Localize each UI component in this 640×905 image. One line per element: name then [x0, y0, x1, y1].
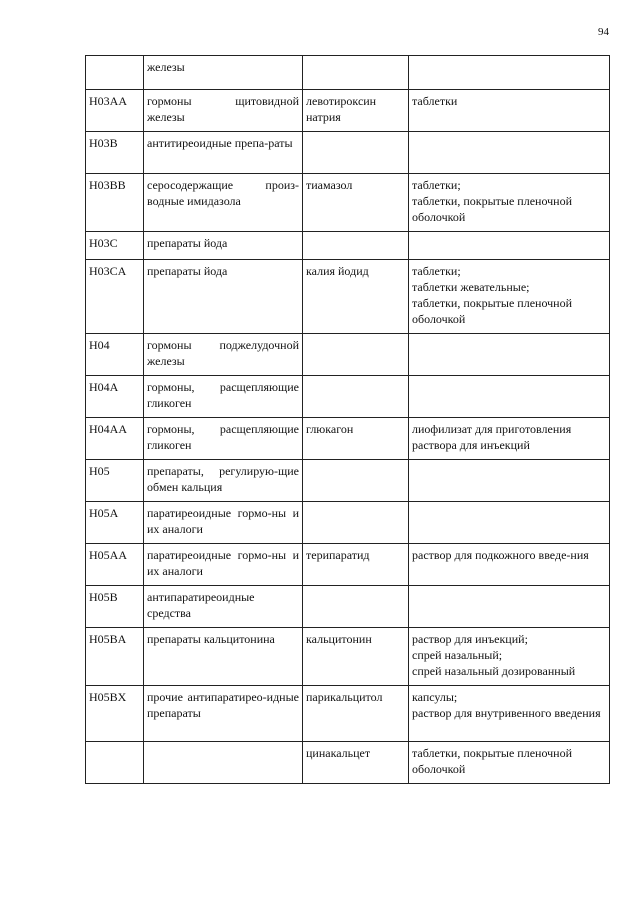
- dosage-forms-cell: [409, 90, 610, 132]
- substance-cell: терипаратид: [303, 544, 409, 586]
- substance-cell: [303, 132, 409, 174]
- dosage-form-line: раствор для внутривенного введения: [412, 706, 601, 720]
- dosage-form-line: раствор для инъекций;: [412, 632, 528, 646]
- dosage-form-line: таблетки, покрытые пленочной оболочкой: [412, 746, 573, 776]
- atc-code-cell: H05: [86, 460, 144, 502]
- substance-cell: [303, 334, 409, 376]
- substance-cell: [303, 376, 409, 418]
- substance-cell: тиамазол: [303, 174, 409, 232]
- dosage-forms-cell: [409, 686, 610, 742]
- atc-code-cell: H03C: [86, 232, 144, 260]
- anatomical-group-cell: серосодержащие произ-водные имидазола: [144, 174, 303, 232]
- atc-code-cell: H05BA: [86, 628, 144, 686]
- anatomical-group-cell: [144, 742, 303, 784]
- anatomical-group-cell: гормоны, расщепляющие гликоген: [144, 418, 303, 460]
- substance-cell: [303, 586, 409, 628]
- substance-cell: [303, 232, 409, 260]
- substance-cell: глюкагон: [303, 418, 409, 460]
- anatomical-group-cell: препараты кальцитонина: [144, 628, 303, 686]
- atc-code-cell: [86, 742, 144, 784]
- table-row: [86, 628, 610, 686]
- dosage-form-line: капсулы;: [412, 690, 458, 704]
- atc-code-cell: H05B: [86, 586, 144, 628]
- anatomical-group-cell: антипаратиреоидные средства: [144, 586, 303, 628]
- anatomical-group-cell: гормоны щитовидной железы: [144, 90, 303, 132]
- atc-code-cell: H04: [86, 334, 144, 376]
- substance-cell: цинакальцет: [303, 742, 409, 784]
- atc-code-cell: H03B: [86, 132, 144, 174]
- dosage-forms-cell: [409, 260, 610, 334]
- substance-cell: калия йодид: [303, 260, 409, 334]
- table-row: [86, 334, 610, 376]
- dosage-forms-cell: [409, 628, 610, 686]
- table-row: [86, 376, 610, 418]
- dosage-forms-cell: [409, 418, 610, 460]
- anatomical-group-cell: гормоны, расщепляющие гликоген: [144, 376, 303, 418]
- anatomical-group-cell: антитиреоидные препа-раты: [144, 132, 303, 174]
- dosage-form-line: таблетки, покрытые пленочной оболочкой: [412, 194, 573, 224]
- dosage-forms-cell: [409, 376, 610, 418]
- substance-cell: левотироксин натрия: [303, 90, 409, 132]
- drug-table: [85, 55, 610, 784]
- atc-code-cell: H05BX: [86, 686, 144, 742]
- anatomical-group-cell: паратиреоидные гормо-ны и их аналоги: [144, 544, 303, 586]
- dosage-form-line: лиофилизат для приготовления раствора для инъекций: [412, 422, 572, 452]
- table-row: [86, 174, 610, 232]
- atc-code-cell: H04A: [86, 376, 144, 418]
- dosage-form-line: таблетки;: [412, 178, 461, 192]
- table-row: [86, 460, 610, 502]
- table-row: [86, 56, 610, 90]
- dosage-form-line: спрей назальный дозированный: [412, 664, 576, 678]
- table-row: [86, 742, 610, 784]
- anatomical-group-cell: прочие антипаратирео-идные препараты: [144, 686, 303, 742]
- anatomical-group-cell: препараты, регулирую-щие обмен кальция: [144, 460, 303, 502]
- substance-cell: парикальцитол: [303, 686, 409, 742]
- atc-code-cell: H03AA: [86, 90, 144, 132]
- table-row: [86, 686, 610, 742]
- atc-code-cell: H05A: [86, 502, 144, 544]
- substance-cell: [303, 460, 409, 502]
- dosage-form-line: таблетки;: [412, 264, 461, 278]
- dosage-forms-cell: [409, 544, 610, 586]
- anatomical-group-cell: препараты йода: [144, 260, 303, 334]
- table-row: [86, 544, 610, 586]
- atc-code-cell: H04AA: [86, 418, 144, 460]
- anatomical-group-cell: железы: [144, 56, 303, 90]
- dosage-forms-cell: [409, 460, 610, 502]
- anatomical-group-cell: гормоны поджелудочной железы: [144, 334, 303, 376]
- table-row: [86, 90, 610, 132]
- table-row: [86, 418, 610, 460]
- dosage-form-line: таблетки жевательные;: [412, 280, 530, 294]
- dosage-forms-cell: [409, 502, 610, 544]
- dosage-forms-cell: [409, 586, 610, 628]
- dosage-forms-cell: [409, 56, 610, 90]
- dosage-form-line: таблетки, покрытые пленочной оболочкой: [412, 296, 573, 326]
- atc-code-cell: H03CA: [86, 260, 144, 334]
- dosage-form-line: таблетки: [412, 94, 458, 108]
- table-row: [86, 586, 610, 628]
- dosage-form-line: спрей назальный;: [412, 648, 503, 662]
- anatomical-group-cell: препараты йода: [144, 232, 303, 260]
- table-row: [86, 232, 610, 260]
- atc-code-cell: [86, 56, 144, 90]
- atc-code-cell: H03BB: [86, 174, 144, 232]
- dosage-forms-cell: [409, 742, 610, 784]
- dosage-forms-cell: [409, 174, 610, 232]
- dosage-forms-cell: [409, 232, 610, 260]
- dosage-forms-cell: [409, 132, 610, 174]
- dosage-form-line: раствор для подкожного введе-ния: [412, 548, 589, 562]
- table-row: [86, 502, 610, 544]
- table-row: [86, 260, 610, 334]
- table-row: [86, 132, 610, 174]
- table-body: [86, 56, 610, 784]
- substance-cell: [303, 502, 409, 544]
- substance-cell: [303, 56, 409, 90]
- dosage-forms-cell: [409, 334, 610, 376]
- substance-cell: кальцитонин: [303, 628, 409, 686]
- page-number: 94: [598, 26, 609, 38]
- atc-code-cell: H05AA: [86, 544, 144, 586]
- anatomical-group-cell: паратиреоидные гормо-ны и их аналоги: [144, 502, 303, 544]
